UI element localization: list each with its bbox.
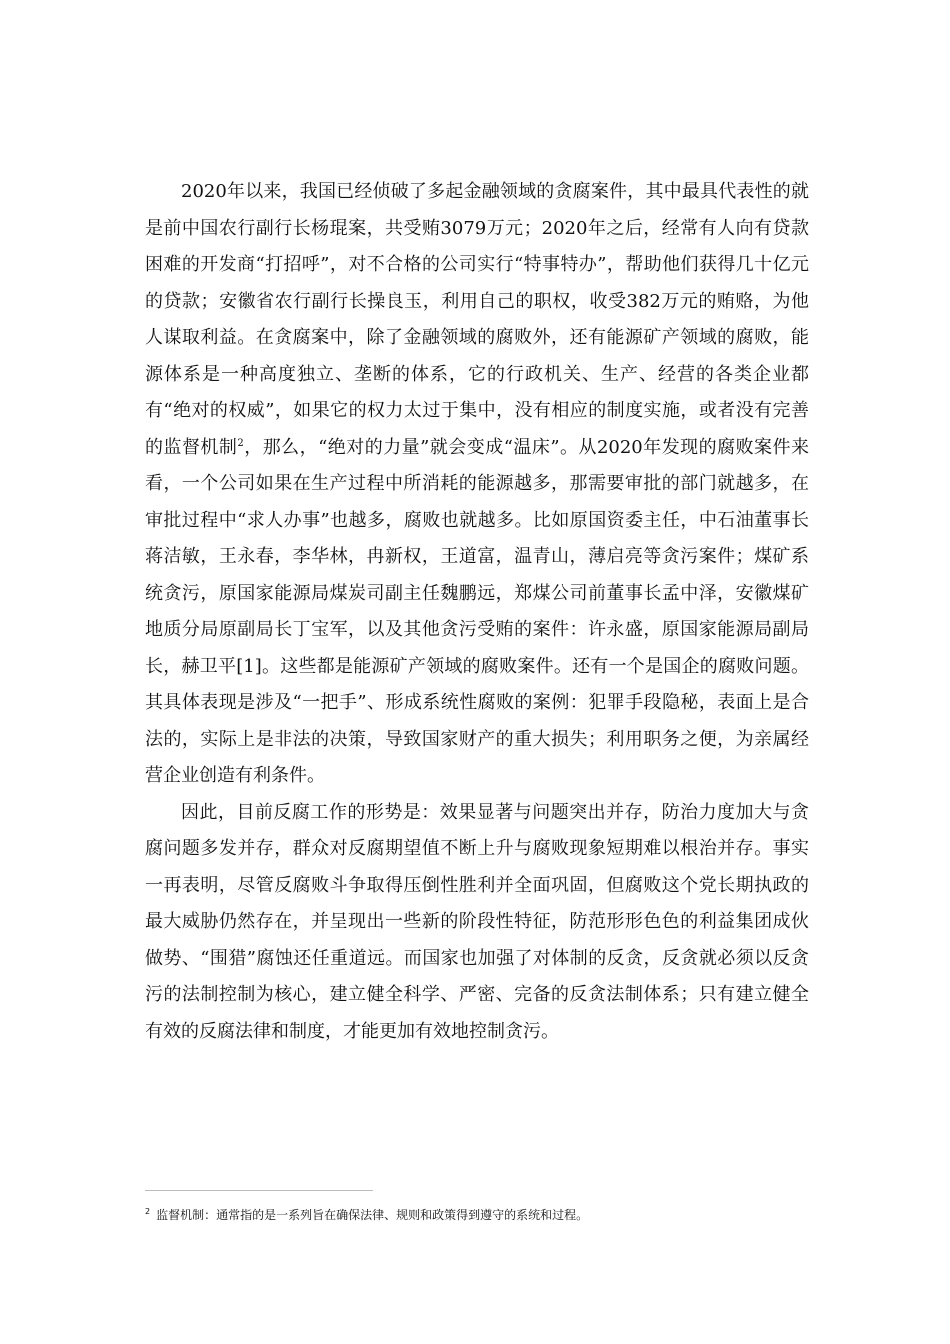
paragraph-1 (145, 174, 809, 795)
paragraph-1-text-after-ref: ，那么，“绝对的力量”就会变成“温床”。从2020年发现的腐败案件来看，一个公司如果在生产过程中所消耗的能源越多，那需要审批的部门就越多，在审批过程中“求人办事”也越多，腐败也就越多。比如原国资委主任，中石油董事长蒋洁敏，王永春，李华林，冉新权，王道富，温青山，薄启亮等贪污案件；煤矿系统贪污，原国家能源局煤炭司副主任魏鹏远，郑煤公司前董事长孟中泽，安徽煤矿地质分局原副局长丁宝军，以及其他贪污受贿的案件：许永盛，原国家能源局副局长，赫卫平[1]。这些都是能源矿产领域的腐败案件。还有一个是国企的腐败问题。其具体表现是涉及“一把手”、形成系统性腐败的案例：犯罪手段隐秘，表面上是合法的，实际上是非法的决策，导致国家财产的重大损失；利用职务之便，为亲属经营企业创造有利条件。 (145, 436, 810, 786)
footnote-number: 2 (145, 1207, 151, 1216)
footnote-reference[interactable]: 2 (237, 437, 244, 449)
footnote-text: 监督机制：通常指的是一系列旨在确保法律、规则和政策得到遵守的系统和过程。 (156, 1208, 589, 1222)
paragraph-2: 因此，目前反腐工作的形势是：效果显著与问题突出并存，防治力度加大与贪腐问题多发并存，群众对反腐期望值不断上升与腐败现象短期难以根治并存。事实一再表明，尽管反腐败斗争取得压倒性胜利并全面巩固，但腐败这个党长期执政的最大威胁仍然存在，并呈现出一些新的阶段性特征，防范形形色色的利益集团成伙做势、“围猎”腐蚀还任重道远。而国家也加强了对体制的反贪，反贪就必须以反贪污的法制控制为核心，建立健全科学、严密、完备的反贪法制体系；只有建立健全有效的反腐法律和制度，才能更加有效地控制贪污。 (145, 801, 809, 1042)
paragraph-1-text-before-ref: 2020年以来，我国已经侦破了多起金融领域的贪腐案件，其中最具代表性的就是前中国农行副行长杨琨案，共受贿3079万元；2020年之后，经常有人向有贷款困难的开发商“打招呼”，对不合格的公司实行“特事特办”，帮助他们获得几十亿元的贷款；安徽省农行副行长操良玉，利用自己的职权，收受382万元的贿赂，为他人谋取利益。在贪腐案中，除了金融领域的腐败外，还有能源矿产领域的腐败，能源体系是一种高度独立、垄断的体系，它的行政机关、生产、经营的各类企业都有“绝对的权威”，如果它的权力太过于集中，没有相应的制度实施，或者没有完善的监督机制 (145, 181, 809, 458)
footnote (145, 1206, 805, 1224)
footnote-separator (145, 1190, 373, 1191)
body-text (145, 174, 809, 1050)
